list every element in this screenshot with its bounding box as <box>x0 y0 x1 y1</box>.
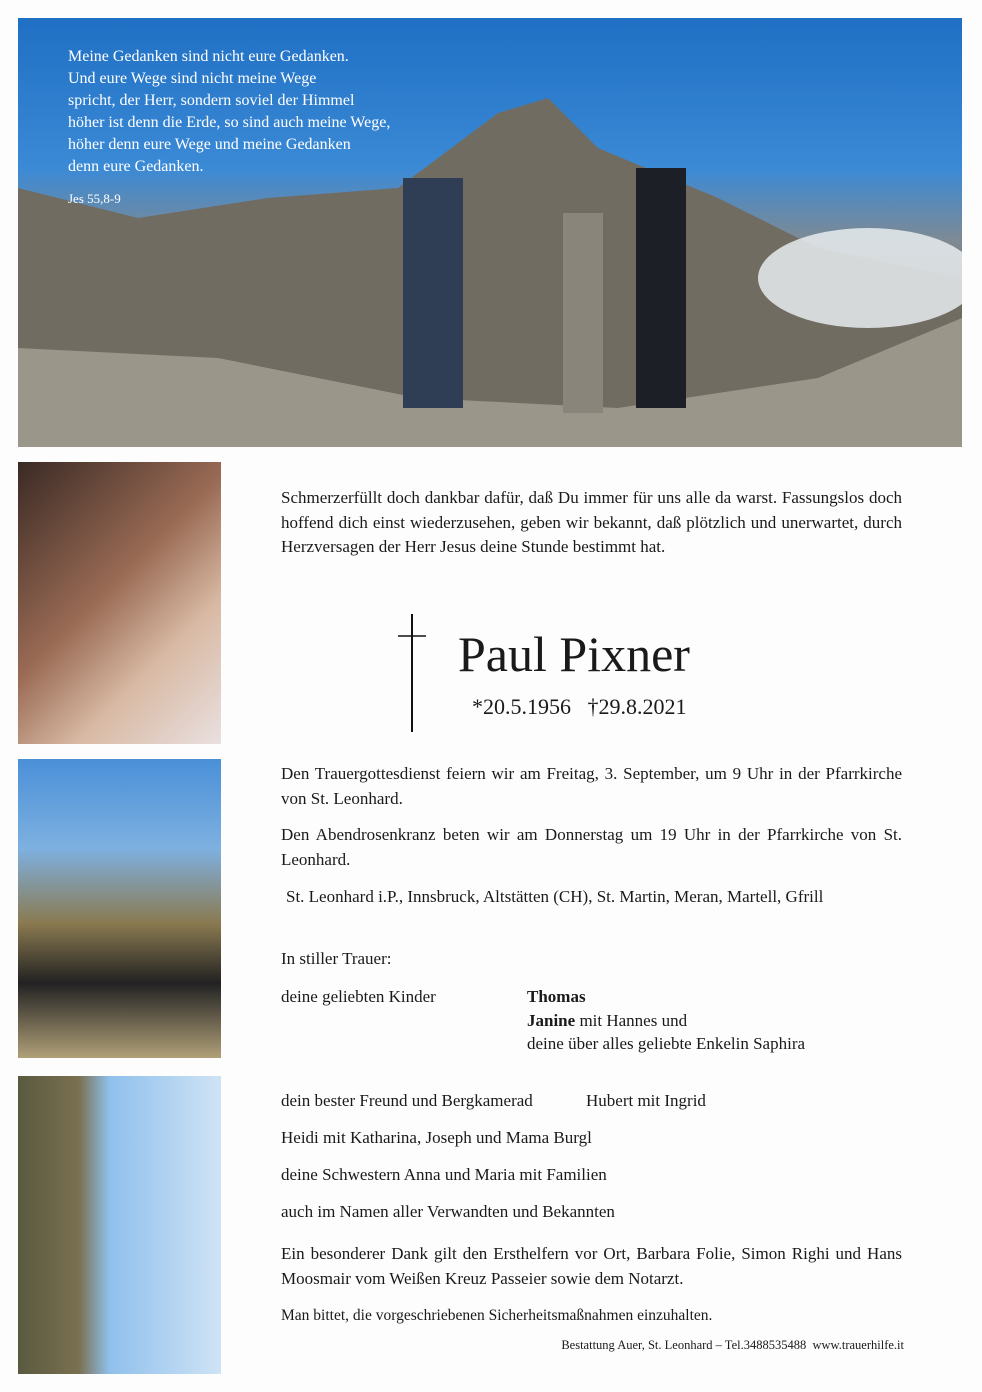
rosary-text: Den Abendrosenkranz beten wir am Donnerstag um 19 Uhr in der Pfarrkirche von St. Leonhard. <box>281 825 902 869</box>
mourners-heading: In stiller Trauer: <box>281 949 392 968</box>
bible-verse <box>68 46 390 210</box>
thanks-text: Ein besonderer Dank gilt den Ersthelfern vor Ort, Barbara Folie, Simon Righi und Hans Moosmair vom Weißen Kreuz Passeier sowie dem Notarzt. <box>281 1244 902 1288</box>
child-partner: mit Hannes und <box>575 1010 688 1030</box>
life-dates <box>472 694 687 720</box>
verse-line: Und eure Wege sind nicht meine Wege <box>68 70 317 87</box>
verse-reference: Jes 55,8-9 <box>68 191 121 206</box>
safety-notice: Man bittet, die vorgeschriebenen Sicherheitsmaßnahmen einzuhalten. <box>281 1307 713 1324</box>
hero-mountain-photo <box>18 18 962 447</box>
grandchild: deine über alles geliebte Enkelin Saphira <box>527 1034 806 1053</box>
mourner-line: auch im Namen aller Verwandten und Bekannten <box>281 1202 615 1221</box>
friend-label: dein bester Freund und Bergkamerad <box>281 1091 533 1110</box>
funeral-home-footer: Bestattung Auer, St. Leonhard – Tel.3488535488 www.trauerhilfe.it <box>561 1338 904 1352</box>
child-name: Janine <box>527 1010 576 1030</box>
birth-date: *20.5.1956 <box>472 694 571 719</box>
photo-with-granddaughter <box>18 462 221 744</box>
photo-rock-wall <box>18 1076 221 1374</box>
verse-line: höher denn eure Wege und meine Gedanken <box>68 136 351 153</box>
cross-icon <box>398 614 426 732</box>
verse-line: Meine Gedanken sind nicht eure Gedanken. <box>68 48 349 65</box>
verse-line: denn eure Gedanken. <box>68 158 204 175</box>
intro-text: Schmerzerfüllt doch dankbar dafür, daß Du immer für uns alle da warst. Fassungslos doch hoffend dich einst wiederzusehen, geben wir bekannt, daß plötzlich und unerwartet, durch Herzversagen der Herr Jesus deine Stunde bestimmt hat. <box>281 488 902 556</box>
child-name: Thomas <box>527 987 586 1006</box>
verse-line: höher ist denn die Erde, so sind auch meine Wege, <box>68 114 391 131</box>
death-date: †29.8.2021 <box>587 694 687 719</box>
mourner-line: deine Schwestern Anna und Maria mit Familien <box>281 1165 607 1184</box>
photo-climbing <box>18 759 221 1058</box>
places-text: St. Leonhard i.P., Innsbruck, Altstätten (CH), St. Martin, Meran, Martell, Gfrill <box>286 887 824 906</box>
verse-line: spricht, der Herr, sondern soviel der Himmel <box>68 92 355 109</box>
friend-name: Hubert mit Ingrid <box>586 1091 706 1110</box>
children-names <box>527 985 805 1056</box>
mourner-line: Heidi mit Katharina, Joseph und Mama Burgl <box>281 1128 592 1147</box>
funeral-service-text: Den Trauergottesdienst feiern wir am Freitag, 3. September, um 9 Uhr in der Pfarrkirche von St. Leonhard. <box>281 764 902 808</box>
deceased-name: Paul Pixner <box>458 626 690 682</box>
children-label: deine geliebten Kinder <box>281 987 436 1006</box>
